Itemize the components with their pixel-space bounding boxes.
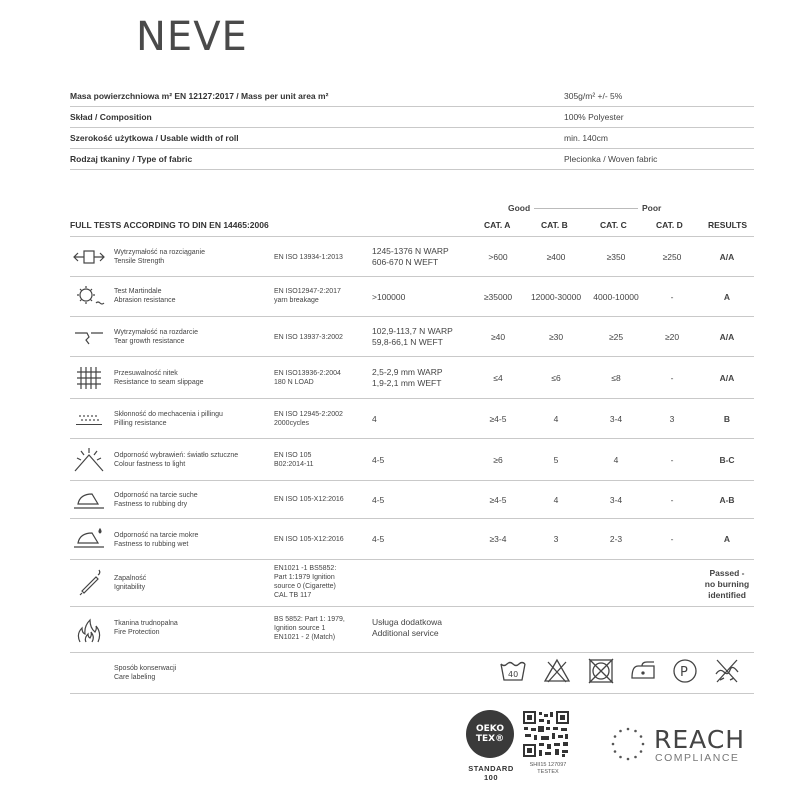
- test-name-pl: Skłonność do mechacenia i pillingu: [114, 411, 223, 418]
- cat-c-value: 3-4: [609, 414, 623, 424]
- spec-label: Masa powierzchniowa m² EN 12127:2017 / Mass per unit area m²: [70, 91, 329, 101]
- cat-c-value: 3-4: [609, 495, 623, 505]
- cat-d-value: -: [670, 292, 674, 302]
- oeko-standard: STANDARD: [468, 764, 514, 773]
- spec-value: 100% Polyester: [564, 112, 624, 122]
- product-title: NEVE: [136, 14, 248, 60]
- test-norm-note: 180 N LOAD: [274, 379, 314, 386]
- spec-value: min. 140cm: [564, 133, 608, 143]
- test-name-pl: Odporność na tarcie suche: [114, 492, 198, 499]
- test-name-pl: Zapalność: [114, 575, 147, 582]
- test-name-en: Abrasion resistance: [114, 297, 176, 304]
- test-name-pl: Tkanina trudnopalna: [114, 620, 178, 627]
- care-name-en: Care labeling: [114, 674, 156, 681]
- pilling-icon: [72, 405, 106, 433]
- test-row-seam-slippage: [70, 357, 754, 399]
- test-norm-note: 2000cycles: [274, 420, 310, 427]
- result-line: identified: [708, 590, 746, 600]
- test-name-en: Tear growth resistance: [114, 338, 185, 345]
- cat-c-value: 4000-10000: [593, 292, 639, 302]
- cat-c-value: 2-3: [609, 534, 623, 544]
- cert-id: SHII15 127097: [529, 762, 567, 768]
- cat-b-value: 4: [553, 495, 559, 505]
- test-name-en: Tensile Strength: [114, 258, 165, 265]
- test-norm-line: CAL TB 117: [274, 592, 312, 599]
- test-norm: EN ISO 105-X12:2016: [274, 536, 344, 543]
- test-value-warp: 102,9-113,7 N WARP: [372, 326, 453, 336]
- result-value: B: [723, 414, 731, 424]
- wash-40-icon: [498, 656, 528, 686]
- cat-b-value: ≤6: [551, 373, 561, 383]
- grade-good-label: Good: [508, 203, 531, 213]
- test-norm: EN ISO 13934-1:2013: [274, 254, 343, 261]
- test-norm-line: EN1021 -1 BS5852:: [274, 565, 337, 572]
- seam-slippage-icon: [72, 364, 106, 392]
- cat-b-value: ≥30: [548, 332, 564, 342]
- cat-b-value: 4: [553, 414, 559, 424]
- test-value-weft: 59,8-66,1 N WEFT: [372, 337, 443, 347]
- reach-subtitle: COMPLIANCE: [655, 752, 740, 764]
- result-value: A: [723, 292, 731, 302]
- test-row-tensile: [70, 237, 754, 277]
- test-name-en: Ignitability: [114, 584, 146, 591]
- no-bleach-icon: [542, 656, 572, 686]
- cat-a-value: ≥40: [490, 332, 506, 342]
- spec-value: 305g/m² +/- 5%: [564, 91, 623, 101]
- light-fastness-icon: [72, 446, 106, 474]
- oeko-line1: OEKO: [475, 724, 505, 734]
- cat-d-value: -: [670, 495, 674, 505]
- certificate-number: [520, 762, 576, 776]
- cat-c-value: ≥350: [606, 252, 626, 262]
- spec-value: Plecionka / Woven fabric: [564, 154, 658, 164]
- rubbing-dry-icon: [72, 486, 106, 514]
- test-norm-line: BS 5852: Part 1: 1979,: [274, 616, 345, 623]
- qr-code-icon[interactable]: [522, 710, 570, 758]
- test-name-en: Fastness to rubbing wet: [114, 541, 189, 548]
- result-value: A/A: [719, 252, 735, 262]
- cat-c-value: ≥25: [608, 332, 624, 342]
- test-name-en: Fire Protection: [114, 629, 160, 636]
- test-norm: EN ISO 105: [274, 452, 312, 459]
- result-value: A-B: [719, 495, 735, 505]
- eu-stars-icon: [608, 724, 648, 764]
- cat-a-value: ≥4-5: [489, 495, 507, 505]
- test-name-en: Fastness to rubbing dry: [114, 501, 188, 508]
- cat-b-header: CAT. B: [541, 220, 568, 230]
- cat-b-value: 3: [553, 534, 559, 544]
- svg-text:40: 40: [508, 670, 519, 679]
- cat-b-value: 5: [553, 455, 559, 465]
- flame-icon: [72, 616, 106, 644]
- test-name-pl: Wytrzymałość na rozciąganie: [114, 249, 205, 256]
- grade-arrow: [534, 208, 638, 209]
- no-tumble-dry-icon: [586, 656, 616, 686]
- test-value-weft: 1,9-2,1 mm WEFT: [372, 378, 442, 388]
- cat-b-value: 12000-30000: [530, 292, 582, 302]
- spec-label: Skład / Composition: [70, 112, 152, 122]
- spec-label: Rodzaj tkaniny / Type of fabric: [70, 154, 193, 164]
- test-norm: EN ISO13936-2:2004: [274, 370, 341, 377]
- test-name-pl: Wytrzymałość na rozdarcie: [114, 329, 198, 336]
- test-name-pl: Przesuwalność nitek: [114, 370, 178, 377]
- cat-c-value: ≤8: [611, 373, 621, 383]
- dry-clean-p-icon: [670, 656, 700, 686]
- spec-row-composition: [70, 107, 754, 128]
- oeko-standard-number: 100: [483, 773, 498, 782]
- tear-icon: [72, 323, 106, 351]
- cat-d-value: -: [670, 534, 674, 544]
- no-wring-icon: [712, 656, 742, 686]
- test-row-light-fastness: [70, 439, 754, 481]
- test-row-rubbing-wet: [70, 519, 754, 560]
- abrasion-icon: [72, 283, 106, 311]
- cat-b-value: ≥400: [546, 252, 566, 262]
- service-note-pl: Usługa dodatkowa: [372, 617, 442, 627]
- cat-d-header: CAT. D: [656, 220, 683, 230]
- test-norm-line: Part 1:1979 Ignition: [274, 574, 335, 581]
- test-name-en: Resistance to seam slippage: [114, 379, 204, 386]
- result-value: B-C: [719, 455, 735, 465]
- test-name-pl: Odporność na tarcie mokre: [114, 532, 199, 539]
- cat-a-value: ≥35000: [483, 292, 513, 302]
- test-norm: EN ISO 105-X12:2016: [274, 496, 344, 503]
- cat-a-value: ≥6: [493, 455, 503, 465]
- test-norm-note: B02:2014-11: [274, 461, 314, 468]
- result-value: A: [723, 534, 731, 544]
- test-norm: EN ISO 13937-3:2002: [274, 334, 343, 341]
- test-name-pl: Test Martindale: [114, 288, 162, 295]
- spec-row-fabric-type: [70, 149, 754, 170]
- result-line: no burning: [704, 579, 750, 589]
- cat-d-value: 3: [669, 414, 675, 424]
- test-value-weft: 606-670 N WEFT: [372, 257, 439, 267]
- cat-c-header: CAT. C: [600, 220, 627, 230]
- test-norm-line: source 0 (Cigarette): [274, 583, 336, 590]
- test-norm-note: yarn breakage: [274, 297, 319, 304]
- cat-d-value: ≥250: [662, 252, 682, 262]
- cat-a-value: ≤4: [493, 373, 503, 383]
- test-norm-line: EN1021 - 2 (Match): [274, 634, 336, 641]
- test-row-abrasion: [70, 277, 754, 317]
- reach-title: REACH: [654, 725, 746, 754]
- cat-d-value: ≥20: [664, 332, 680, 342]
- cat-d-value: -: [670, 373, 674, 383]
- cigarette-icon: [72, 569, 106, 597]
- test-name-pl: Odporność wybrawień: światło sztuczne: [114, 452, 239, 459]
- cat-d-value: -: [670, 455, 674, 465]
- cat-a-value: >600: [488, 252, 508, 262]
- test-norm: EN ISO 12945-2:2002: [274, 411, 343, 418]
- tensile-icon: [72, 243, 106, 271]
- results-header: RESULTS: [708, 220, 748, 230]
- grade-poor-label: Poor: [642, 203, 662, 213]
- test-value: 4-5: [372, 534, 385, 544]
- tests-header: FULL TESTS ACCORDING TO DIN EN 14465:2006: [70, 220, 269, 230]
- test-value-warp: 2,5-2,9 mm WARP: [372, 367, 443, 377]
- cat-a-header: CAT. A: [484, 220, 511, 230]
- test-value: 4: [372, 414, 377, 424]
- cat-a-value: ≥3-4: [489, 534, 507, 544]
- test-value: 4-5: [372, 495, 385, 505]
- test-norm-line: Ignition source 1: [274, 625, 326, 632]
- test-row-ignitability: [70, 560, 754, 607]
- test-name-en: Colour fastness to light: [114, 461, 186, 468]
- spec-label: Szerokość użytkowa / Usable width of roll: [70, 133, 239, 143]
- test-value-warp: 1245-1376 N WARP: [372, 246, 449, 256]
- test-row-fire-protection: [70, 607, 754, 653]
- result-value: A/A: [719, 332, 735, 342]
- result-line: Passed -: [709, 568, 745, 578]
- test-name-en: Pilling resistance: [114, 420, 167, 427]
- test-value: 4-5: [372, 455, 385, 465]
- test-norm: EN ISO12947-2:2017: [274, 288, 341, 295]
- service-note-en: Additional service: [372, 628, 439, 638]
- result-value: A/A: [719, 373, 735, 383]
- cat-a-value: ≥4-5: [489, 414, 507, 424]
- rubbing-wet-icon: [72, 525, 106, 553]
- test-row-pilling: [70, 399, 754, 439]
- spec-row-width: [70, 128, 754, 149]
- test-value: >100000: [372, 292, 406, 302]
- cat-c-value: 4: [613, 455, 619, 465]
- cert-institute: TESTEX: [537, 769, 559, 775]
- svg-text:P: P: [680, 665, 688, 680]
- test-row-rubbing-dry: [70, 481, 754, 519]
- spec-row-mass: [70, 86, 754, 107]
- iron-low-icon: [628, 656, 658, 686]
- oeko-line2: TEX®: [475, 734, 505, 744]
- care-name-pl: Sposób konserwacji: [114, 665, 177, 672]
- test-row-tear: [70, 317, 754, 357]
